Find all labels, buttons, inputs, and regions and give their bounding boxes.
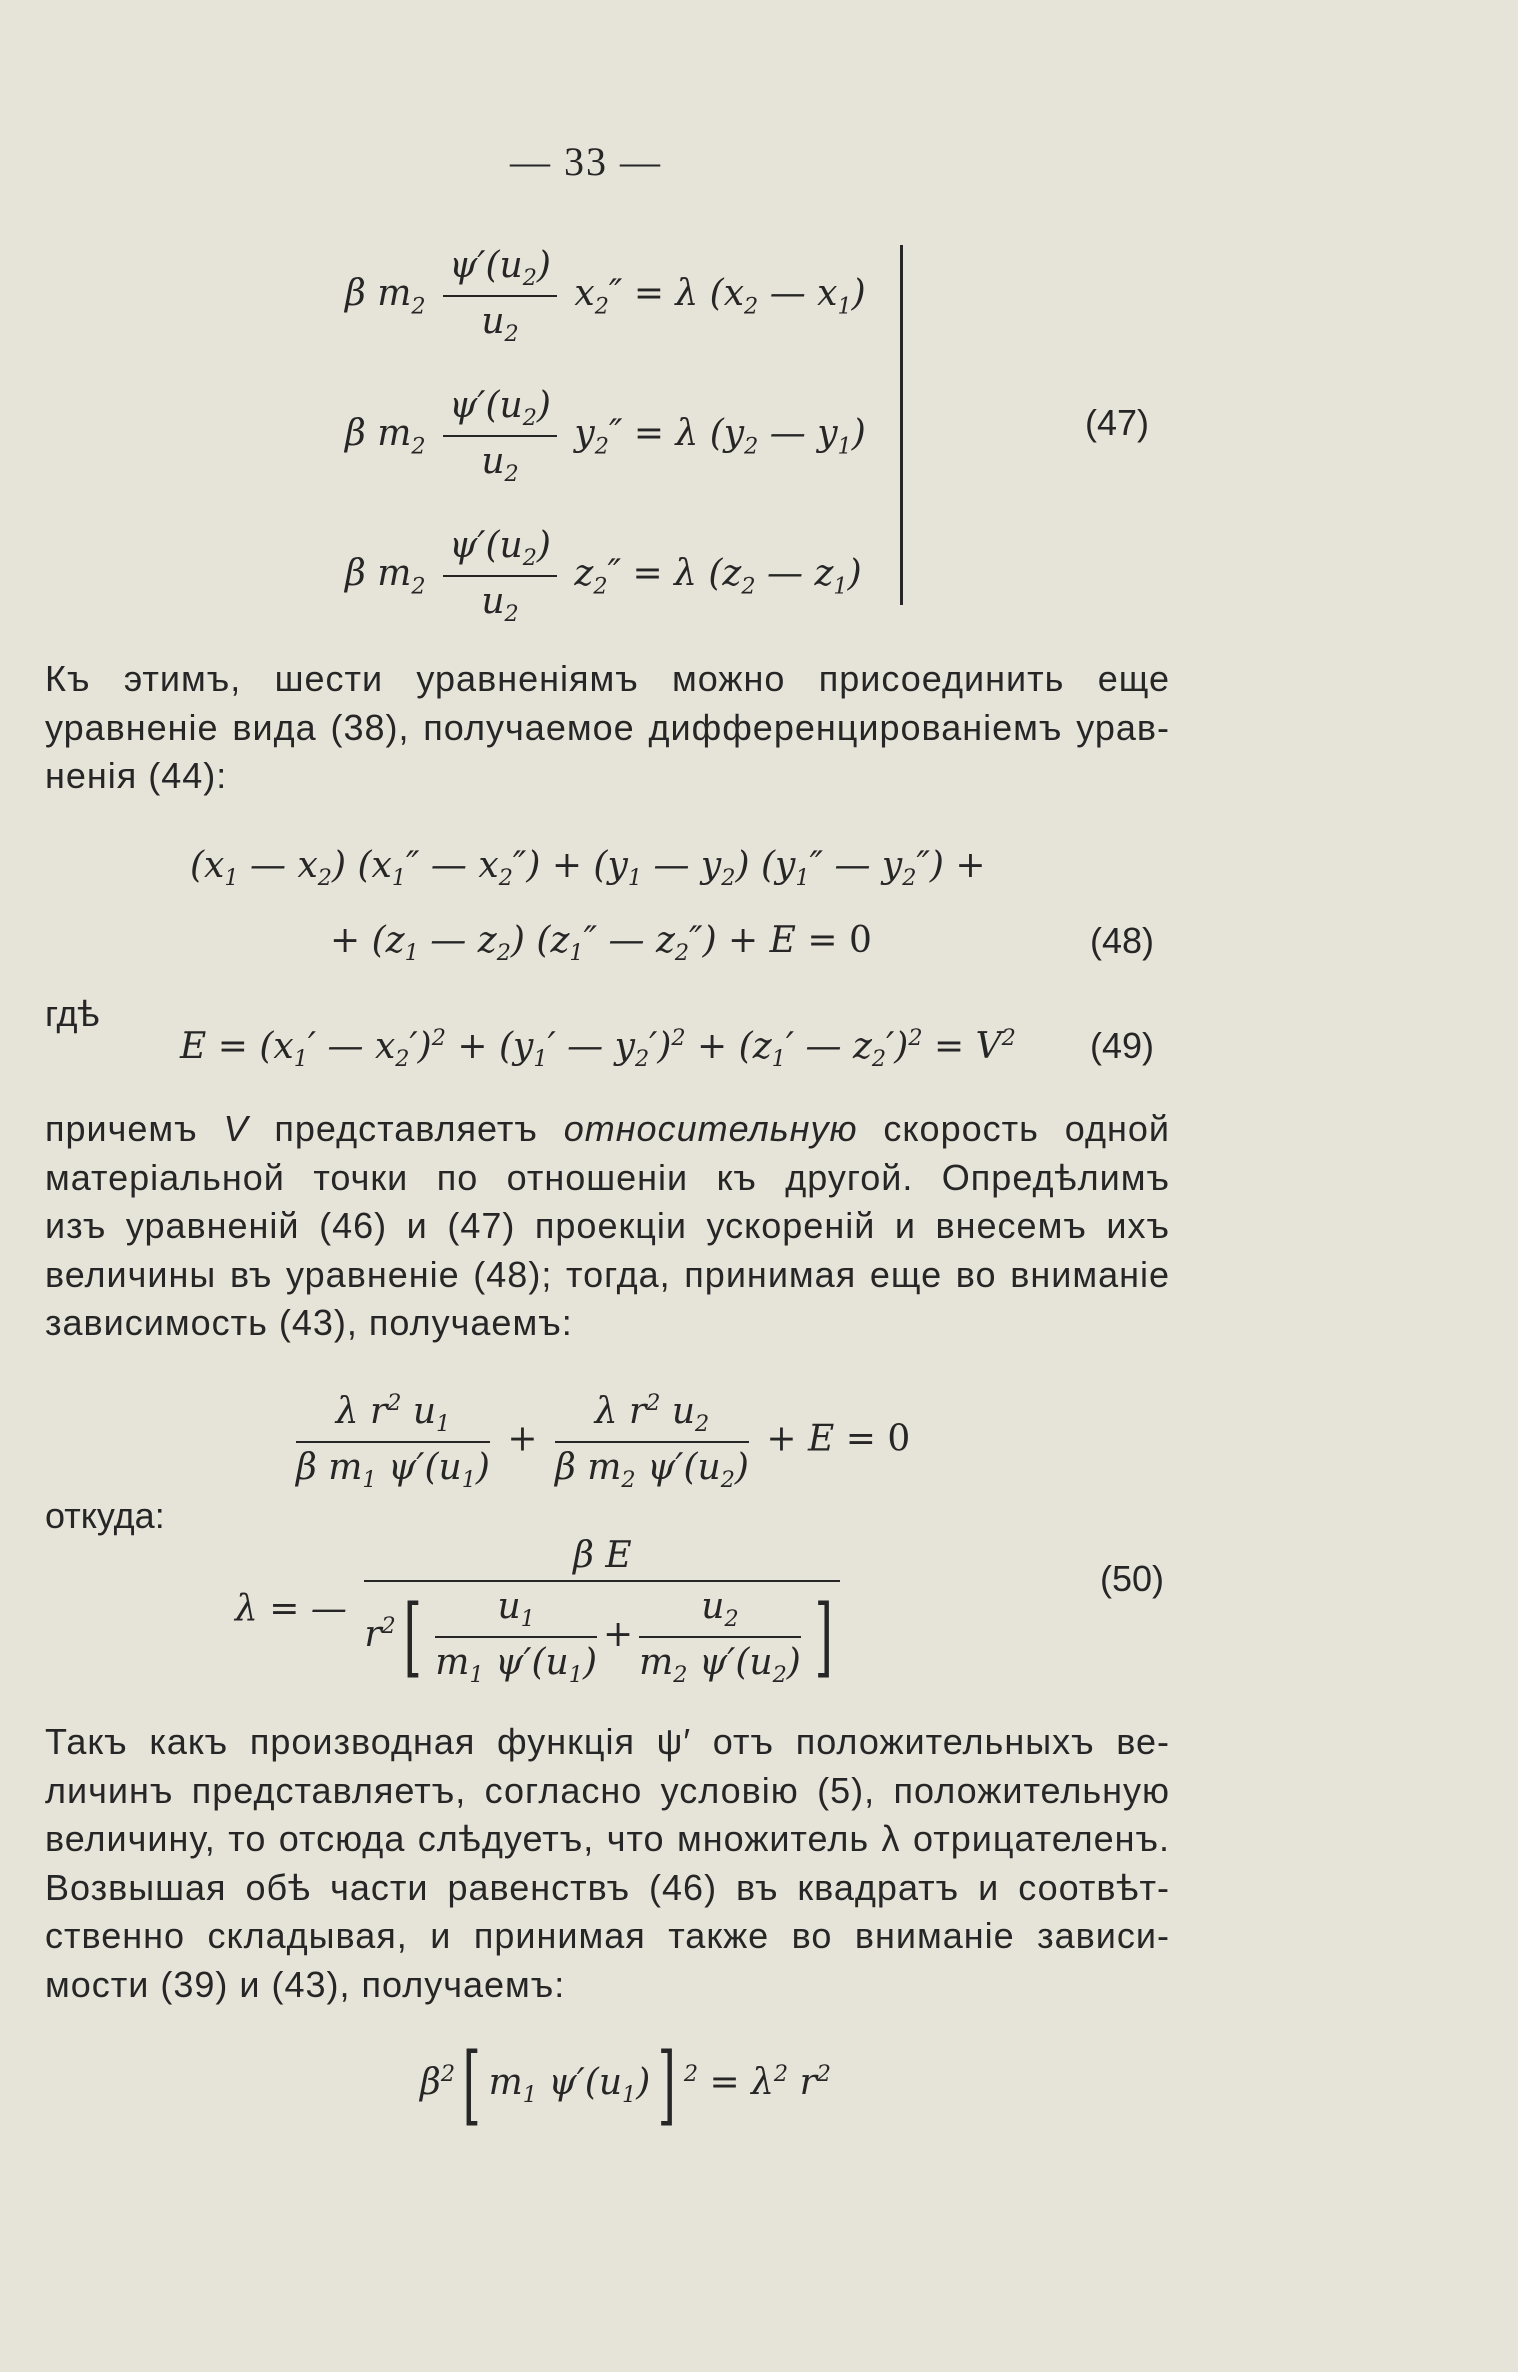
whence-word: откуда: bbox=[45, 1495, 165, 1536]
text-line: Къ этимъ, шести уравненіямъ можно присоединить еще bbox=[45, 658, 1170, 699]
text-line: ненія (44): bbox=[45, 755, 228, 796]
text-line: изъ уравненій (46) и (47) проекціи ускореній и внесемъ ихъ bbox=[45, 1205, 1170, 1246]
text-run: скорость одной bbox=[883, 1108, 1170, 1149]
equation-48-line-1: ($x_1$ — $x_2$) ($x_1''$ — $x_2'') + (y_1$ — $y_2$) ($y_1''$ — $y_2''$) + bbox=[190, 845, 986, 892]
equation-sum: $\frac{\lambda r^2 u_1}{\beta m_1 \psi'(u_1)}$ + $\frac{\lambda r^2 u_2}{\beta m_2 \psi'(u_2)}$ + E = 0 bbox=[296, 1390, 911, 1494]
text-line: Возвышая обѣ части равенствъ (46) въ квадратъ и соотвѣт- bbox=[45, 1866, 1170, 1908]
system-brace bbox=[900, 245, 915, 605]
text-line: мости (39) и (43), получаемъ: bbox=[45, 1963, 566, 2005]
text-line: уравненіе вида (38), получаемое дифференцированіемъ урав- bbox=[45, 706, 1170, 748]
text-run: представляетъ bbox=[274, 1108, 538, 1149]
page-header: — 33 — bbox=[510, 139, 662, 184]
text-line: величины въ уравненіе (48); тогда, принимая еще во вниманіе bbox=[45, 1253, 1170, 1295]
text-line: величину, то отсюда слѣдуетъ, что множитель λ отрицателенъ. bbox=[45, 1818, 1170, 1859]
equation-number-47: (47) bbox=[1085, 402, 1150, 443]
text-line: личинъ представляетъ, согласно условію (5), положительную bbox=[45, 1769, 1170, 1811]
equation-49: $E = (x_1'$ — $x_2')^2 + (y_1'$ — $y_2')^2 + (z_1'$ — $z_2')^2 = V^2$ bbox=[180, 1025, 1016, 1073]
fraction: $\frac{\lambda r^2 u_2}{\beta m_2 \psi'(u_2)}$ bbox=[555, 1390, 749, 1494]
fraction: $\frac{\psi'(u_2)}{u_2}$ bbox=[443, 385, 557, 487]
paragraph-3 bbox=[45, 1718, 1170, 2009]
fraction: $\frac{\psi'(u_2)}{u_2}$ bbox=[443, 245, 557, 347]
equation-47-line-1: β $m_2$ $\frac{\psi'(u_2)}{u_2}$ $x_2'' = \lambda$ ($x_2$ — $x_1$) bbox=[345, 245, 866, 348]
paragraph-2 bbox=[45, 1105, 1170, 1348]
paragraph-1 bbox=[45, 655, 1170, 801]
fraction: $\frac{\psi'(u_2)}{u_2}$ bbox=[443, 525, 557, 627]
symbol-v: V bbox=[223, 1108, 249, 1149]
equation-number-49: (49) bbox=[1090, 1025, 1155, 1066]
fraction: $\frac{\lambda r^2 u_1}{\beta m_1 \psi'(u_1)}$ bbox=[296, 1390, 490, 1494]
emphasis-word: относительную bbox=[563, 1108, 858, 1149]
where-word: гдѣ bbox=[45, 993, 100, 1034]
text-line: ственно складывая, и принимая также во вниманіе зависи- bbox=[45, 1915, 1170, 1956]
text-line: зависимость (43), получаемъ: bbox=[45, 1302, 573, 1343]
fraction: β E $r^2$[ $\frac{u_1}{m_1 \psi'(u_1)}$ + $\frac{u_2}{m_2 \psi'(u_2)}$ ] bbox=[364, 1535, 840, 1688]
text-line: Такъ какъ производная функція ψ′ отъ положительныхъ ве- bbox=[45, 1721, 1170, 1762]
text-run: причемъ bbox=[45, 1108, 198, 1149]
equation-47-line-3: β $m_2$ $\frac{\psi'(u_2)}{u_2}$ $z_2'' = \lambda$ ($z_2$ — $z_1$) bbox=[345, 525, 862, 628]
text-line bbox=[45, 1105, 1170, 1154]
text-line: матеріальной точки по отношеніи къ другой. Опредѣлимъ bbox=[45, 1156, 1170, 1198]
equation-48-line-2: + ($z_1$ — $z_2$) ($z_1''$ — $z_2'') + E = 0$ bbox=[330, 920, 872, 967]
equation-number-50: (50) bbox=[1100, 1558, 1165, 1599]
equation-final: $\beta^2$[ $m_1$ $\psi'(u_1)$] $^2 = \lambda^2$ $r^2$ bbox=[420, 2035, 831, 2135]
equation-number-48: (48) bbox=[1090, 920, 1155, 961]
equation-50: λ = — β E $r^2$[ $\frac{u_1}{m_1 \psi'(u_1)}$ + $\frac{u_2}{m_2 \psi'(u_2)}$ ] bbox=[235, 1535, 846, 1688]
equation-47-line-2: β $m_2$ $\frac{\psi'(u_2)}{u_2}$ $y_2'' = \lambda$ ($y_2$ — $y_1$) bbox=[345, 385, 866, 488]
